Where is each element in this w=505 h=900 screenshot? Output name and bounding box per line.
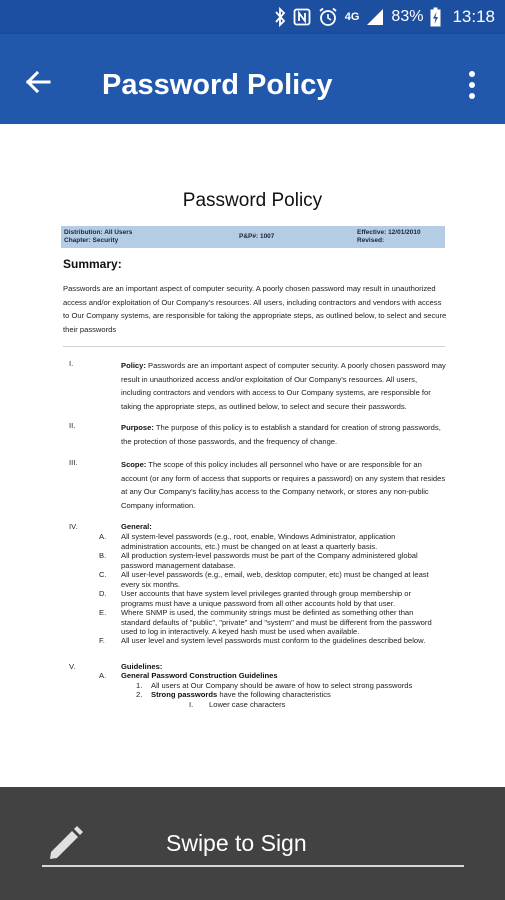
summary-heading: Summary: [63, 257, 122, 271]
list-letter: A. [99, 532, 107, 541]
section-label: Purpose: [121, 423, 154, 432]
section-body [121, 458, 447, 512]
section-label: General: [121, 522, 152, 531]
list-number: I. [189, 700, 194, 709]
section-label: Policy: [121, 361, 146, 370]
nfc-icon [293, 8, 311, 26]
list-number: 2. [136, 690, 143, 699]
meta-effective: Effective: 12/01/2010 [357, 229, 421, 236]
signal-icon [366, 8, 384, 26]
section-number: II. [69, 421, 76, 430]
pencil-icon [46, 825, 84, 863]
section-label: Guidelines: [121, 662, 163, 671]
network-type: 4G [344, 11, 360, 23]
battery-percent: 83% [391, 8, 424, 25]
more-vert-icon [467, 70, 477, 100]
section-body [121, 421, 447, 448]
list-item: All users at Our Company should be aware of how to select strong passwords [151, 681, 413, 690]
meta-ppnum: P&P#: 1007 [239, 233, 275, 240]
list-letter: F. [99, 636, 105, 645]
list-letter: A. [99, 671, 107, 680]
summary-text: Passwords are an important aspect of computer security. A poorly chosen password may result in unauthorized access and/or exploitation of Our Company's resources. All users, including contractors and vendors with access to Our Company systems, are responsible for taking the appropriate steps, as outlined below, to select and secure their passwords [63, 284, 447, 334]
document-meta-bar [61, 226, 445, 248]
list-item: All production system-level passwords must be part of the Company administered global password management database. [121, 551, 418, 570]
subsection-heading: General Password Construction Guidelines [121, 671, 278, 680]
section-text: Passwords are an important aspect of computer security. A poorly chosen password may result in unauthorized access and/or exploitation of Our Company's resources. All users, including contractors and vendors with access to Our Company systems, are responsible for taking the appropriate steps, as outlined below, to select and secure their passwords. [121, 361, 446, 411]
section-text: The purpose of this policy is to establish a standard for creation of strong passwords, the protection of those passwords, and the frequency of change. [121, 423, 441, 446]
app-title: Password Policy [102, 69, 333, 101]
document-title: Password Policy [182, 190, 323, 211]
section-label: Scope: [121, 460, 147, 469]
arrow-left-icon [18, 62, 58, 102]
list-item-text: have the following characteristics [217, 690, 331, 699]
list-item-bold: Strong passwords [151, 690, 218, 699]
section-text: The scope of this policy includes all personnel who have or are responsible for an account (or any form of access that supports or requires a password) on any system that resides at any Our Company's facility,has access to the Company network, or stores any non-public Company information. [121, 460, 446, 510]
list-item: Where SNMP is used, the community strings must be definted as something other than standard defaults of "public", "private" and "system" and must be different from the password used to log in interactively. A keyed hash must be used when available. [121, 608, 432, 636]
status-bar [0, 0, 505, 34]
section-body [121, 522, 447, 532]
list-number: 1. [136, 681, 143, 690]
section-number: I. [69, 359, 74, 368]
document-page[interactable] [0, 124, 505, 787]
meta-chapter: Chapter: Security [64, 237, 119, 244]
bluetooth-icon [274, 7, 286, 27]
overflow-menu-button[interactable] [467, 70, 477, 100]
list-letter: E. [99, 608, 107, 617]
list-letter: B. [99, 551, 107, 560]
sign-panel[interactable] [0, 787, 505, 900]
app-bar [0, 34, 505, 124]
signature-line[interactable] [42, 865, 464, 867]
battery-icon [430, 7, 441, 27]
meta-distribution: Distribution: All Users [64, 229, 133, 236]
list-item: All user-level passwords (e.g., email, web, desktop computer, etc) must be changed at least every six months. [121, 570, 429, 589]
list-letter: D. [99, 589, 107, 598]
status-icons [274, 0, 495, 34]
clock: 13:18 [452, 7, 495, 26]
list-item [151, 690, 443, 700]
list-item: All user level and system level passwords must conform to the guidelines described below. [121, 636, 426, 645]
list-item: User accounts that have system level privileges granted through group membership or programs must have a unique password from all other accounts hold by that user. [121, 589, 411, 608]
list-letter: C. [99, 570, 107, 579]
section-number: III. [69, 458, 78, 467]
divider [63, 346, 445, 347]
list-item: All system-level passwords (e.g., root, enable, Windows Administrator, application administration accounts, etc.) must be changed on at least a quarterly basis. [121, 532, 396, 551]
section-number: IV. [69, 522, 78, 531]
back-button[interactable] [18, 62, 58, 102]
list-item: Lower case characters [209, 700, 286, 709]
alarm-icon [318, 7, 338, 27]
meta-revised: Revised: [357, 237, 385, 244]
section-body [121, 359, 447, 413]
swipe-to-sign-label: Swipe to Sign [166, 830, 307, 856]
section-number: V. [69, 662, 76, 671]
